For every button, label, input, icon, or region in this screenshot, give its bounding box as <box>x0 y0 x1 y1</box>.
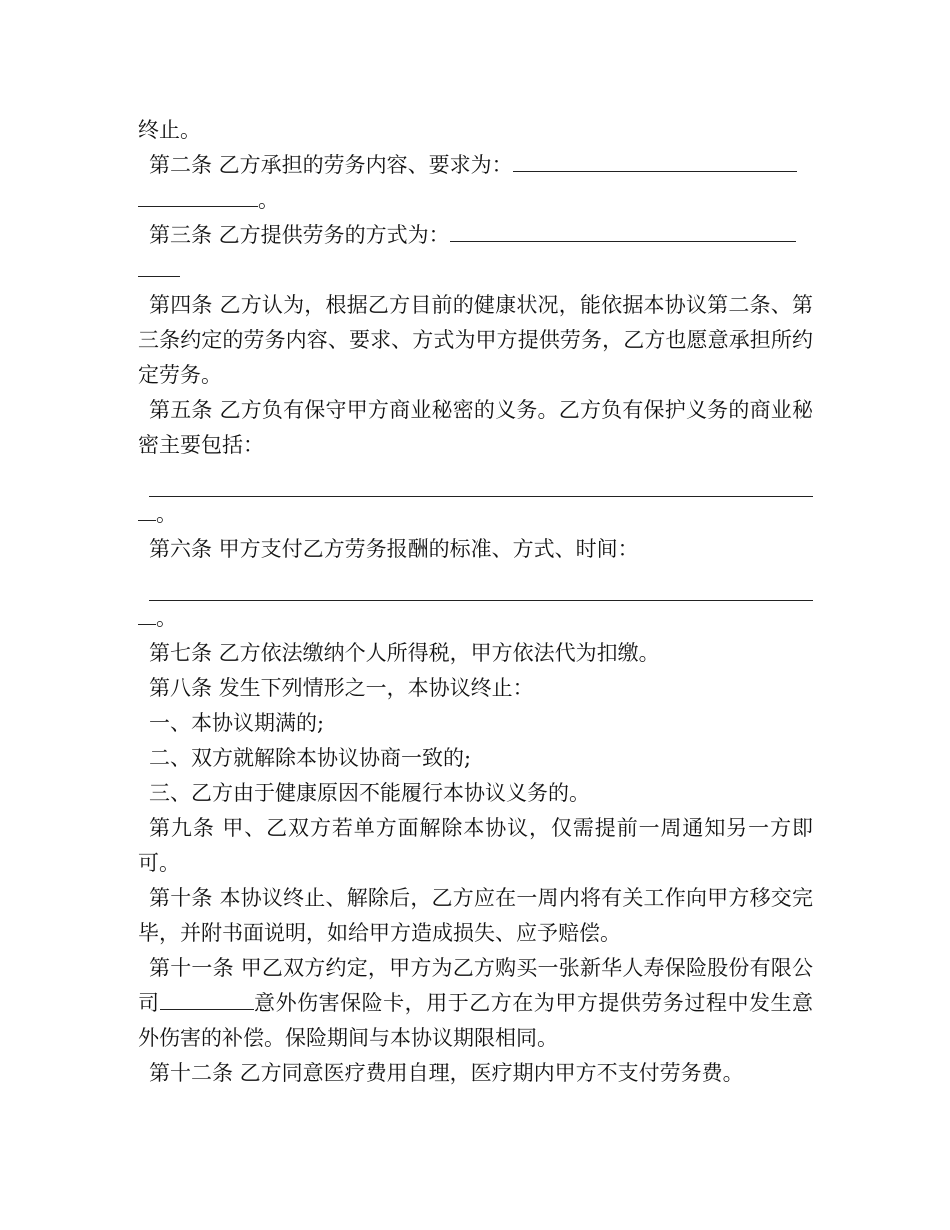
paragraph-termination-tail <box>138 113 813 148</box>
article-5-end: 。 <box>156 502 177 526</box>
article-10: 第十条 本协议终止、解除后，乙方应在一周内将有关工作向甲方移交完毕，并附书面说明，如给甲方造成损失、应予赔偿。 <box>138 886 813 945</box>
article-5: 第五条 乙方负有保守甲方商业秘密的义务。乙方负有保护义务的商业秘密主要包括： <box>138 398 813 457</box>
document-body <box>138 113 813 1091</box>
article-4: 第四条 乙方认为，根据乙方目前的健康状况，能依据本协议第二条、第三条约定的劳务内容、要求、方式为甲方提供劳务，乙方也愿意承担所约定劳务。 <box>138 293 813 387</box>
article-2-blank <box>513 149 797 172</box>
article-11 <box>138 951 813 1056</box>
article-5-blank-2 <box>138 498 156 521</box>
article-9: 第九条 甲、乙双方若单方面解除本协议，仅需提前一周通知另一方即可。 <box>138 816 813 875</box>
text: 终止。 <box>138 118 201 142</box>
article-2-text: 第二条 乙方承担的劳务内容、要求为： <box>149 153 513 177</box>
article-6-continued <box>138 601 813 636</box>
article-2-continued <box>138 183 813 218</box>
article-11-text-a: 第十一条 甲乙双方约定，甲方为乙方购买一张新华人寿保险股份有限公司 <box>138 956 813 1015</box>
article-2-blank-2 <box>138 184 258 207</box>
article-3-continued <box>138 253 813 288</box>
article-6-blank-2 <box>138 602 156 625</box>
article-3 <box>138 218 813 253</box>
article-11-text-b: 意外伤害保险卡，用于乙方在为甲方提供劳务过程中发生意外伤害的补偿。保险期间与本协议期限相同。 <box>138 991 814 1050</box>
article-8-item-3: 三、乙方由于健康原因不能履行本协议义务的。 <box>149 781 590 805</box>
article-6-blank <box>149 567 813 601</box>
article-5-continued <box>138 497 813 532</box>
article-2-end: 。 <box>258 188 279 212</box>
article-3-blank <box>450 219 796 242</box>
article-8-item-1: 一、本协议期满的; <box>149 711 325 735</box>
article-3-blank-2 <box>138 254 180 277</box>
article-8-item-2: 二、双方就解除本协议协商一致的; <box>149 746 472 770</box>
article-5-blank <box>149 463 813 497</box>
article-11-blank <box>160 987 254 1010</box>
article-6-end: 。 <box>156 606 177 630</box>
article-6: 第六条 甲方支付乙方劳务报酬的标准、方式、时间： <box>149 537 639 561</box>
article-7: 第七条 乙方依法缴纳个人所得税，甲方依法代为扣缴。 <box>149 641 660 665</box>
article-8: 第八条 发生下列情形之一，本协议终止： <box>149 676 534 700</box>
article-12: 第十二条 乙方同意医疗费用自理，医疗期内甲方不支付劳务费。 <box>149 1061 744 1085</box>
article-2 <box>138 148 813 183</box>
article-3-text: 第三条 乙方提供劳务的方式为： <box>149 223 450 247</box>
